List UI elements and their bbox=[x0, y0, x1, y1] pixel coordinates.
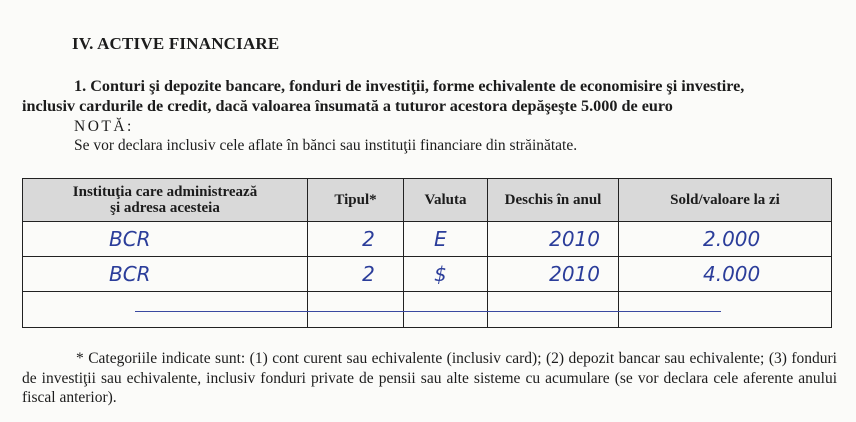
header-balance: Sold/valoare la zi bbox=[619, 179, 832, 222]
table-header-row bbox=[23, 179, 832, 222]
cell-empty bbox=[308, 292, 404, 328]
cell-opened-year: 2010 bbox=[488, 222, 619, 257]
financial-assets-table bbox=[22, 178, 832, 328]
note-label: NOTĂ: bbox=[74, 118, 134, 135]
cell-empty bbox=[488, 292, 619, 328]
cell-institution: BCR bbox=[23, 257, 308, 292]
header-opened-year: Deschis în anul bbox=[488, 179, 619, 222]
cell-empty bbox=[619, 292, 832, 328]
table-row bbox=[23, 257, 832, 292]
section-title: IV. ACTIVE FINANCIARE bbox=[72, 34, 280, 53]
intro-paragraph bbox=[22, 76, 842, 116]
cell-empty bbox=[404, 292, 488, 328]
cell-institution: BCR bbox=[23, 222, 308, 257]
intro-line-1: 1. Conturi şi depozite bancare, fonduri de investiţii, forme echivalente de economisire şi investire, bbox=[74, 77, 745, 95]
intro-line-2: inclusiv cardurile de credit, dacă valoarea însumată a tuturor acestora depăşeşte 5.000 de euro bbox=[22, 97, 673, 115]
header-currency: Valuta bbox=[404, 179, 488, 222]
table-row bbox=[23, 222, 832, 257]
header-institution bbox=[23, 179, 308, 222]
cell-empty bbox=[23, 292, 308, 328]
header-institution-line-1: Instituţia care administrează bbox=[72, 184, 258, 200]
table-row-empty bbox=[23, 292, 832, 328]
cell-balance: 4.000 bbox=[619, 257, 832, 292]
cell-opened-year: 2010 bbox=[488, 257, 619, 292]
cell-currency: $ bbox=[404, 257, 488, 292]
header-type: Tipul* bbox=[308, 179, 404, 222]
handwritten-strike-line bbox=[135, 311, 721, 312]
cell-currency: E bbox=[404, 222, 488, 257]
cell-balance: 2.000 bbox=[619, 222, 832, 257]
header-institution-line-2: şi adresa acesteia bbox=[110, 200, 220, 216]
note-text: Se vor declara inclusiv cele aflate în bănci sau instituţii financiare din străinătate. bbox=[74, 137, 578, 154]
cell-type: 2 bbox=[308, 222, 404, 257]
footnote: * Categoriile indicate sunt: (1) cont curent sau echivalente (inclusiv card); (2) depozit bancar sau echivalente; (3) fonduri de investiţii sau echivalente, inclusiv fonduri private de pensii sau alte sisteme cu acumulare (se vor declara cele aferente anului fiscal anterior). bbox=[22, 350, 837, 406]
cell-type: 2 bbox=[308, 257, 404, 292]
